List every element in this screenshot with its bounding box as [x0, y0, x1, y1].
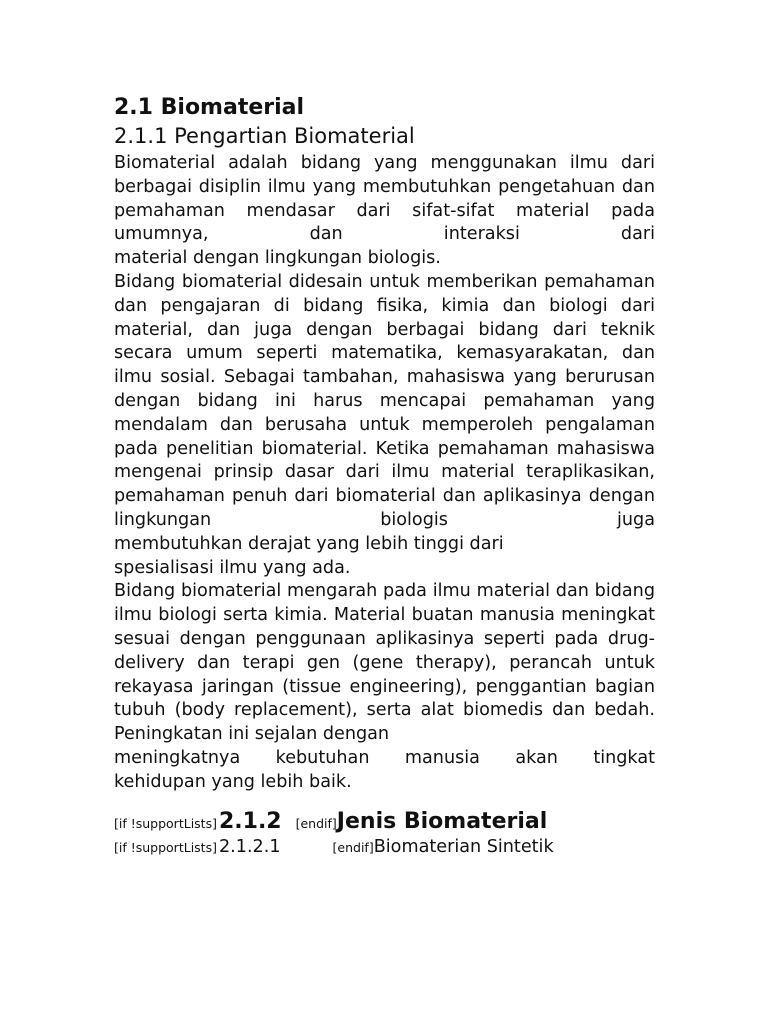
- paragraph-2-body: Bidang biomaterial didesain untuk memberikan pemahaman dan pengajaran di bidang fisika, kimia dan biologi dari material, dan juga dengan berbagai bidang dari teknik secara umum seperti matematika, kemasyarakatan, dan ilmu sosial. Sebagai tambahan, mahasiswa yang berurusan dengan bidang ini harus mencapai pemahaman yang mendalam dan berusaha untuk memperoleh pengalaman pada penelitian biomaterial. Ketika pemahaman mahasiswa mengenai prinsip dasar dari ilmu material teraplikasikan, pemahaman penuh dari biomaterial dan aplikasinya dengan lingkungan biologis juga: [114, 271, 655, 530]
- list-number: 2.1.2: [218, 808, 282, 834]
- subsection-title: 2.1.1 Pengartian Biomaterial: [114, 124, 415, 148]
- list-item-2-1-2: [114, 809, 655, 837]
- paragraph-1: [114, 152, 655, 271]
- paragraph-3: [114, 580, 655, 794]
- list-heading-title: Jenis Biomaterial: [336, 808, 548, 834]
- paragraph-2-line-a: membutuhkan derajat yang lebih tinggi dari: [114, 533, 504, 554]
- list-number: 2.1.2.1: [218, 836, 281, 857]
- paragraph-3-line-c: kehidupan yang lebih baik.: [114, 771, 352, 792]
- conditional-close-marker: [endif]: [332, 839, 374, 855]
- heading-list: [114, 809, 655, 863]
- conditional-open-marker: [if !supportLists]: [114, 815, 217, 831]
- list-item-2-1-2-1: [114, 837, 655, 863]
- paragraph-1-body: Biomaterial adalah bidang yang menggunakan ilmu dari berbagai disiplin ilmu yang membutuhkan pengetahuan dan pemahaman mendasar dari sifat-sifat material pada umumnya, dan interaksi dari: [114, 153, 655, 245]
- paragraph-1-last-line: material dengan lingkungan biologis.: [114, 248, 441, 269]
- paragraph-3-body: Bidang biomaterial mengarah pada ilmu material dan bidang ilmu biologi serta kimia. Material buatan manusia meningkat sesuai dengan penggunaan aplikasinya seperti pada drug-delivery dan terapi gen (gene therapy), perancah untuk rekayasa jaringan (tissue engineering), penggantian bagian tubuh (body replacement), serta alat biomedis dan bedah.: [114, 581, 655, 721]
- paragraph-3-line-a: Peningkatan ini sejalan dengan: [114, 724, 390, 745]
- list-heading-title: Biomaterian Sintetik: [373, 836, 554, 857]
- conditional-open-marker: [if !supportLists]: [114, 839, 217, 855]
- paragraph-3-line-b: meningkatnya kebutuhan manusia akan tingkat: [114, 747, 655, 768]
- section-title: 2.1 Biomaterial: [114, 95, 305, 120]
- paragraph-2: [114, 271, 655, 580]
- paragraph-2-line-b: spesialisasi ilmu yang ada.: [114, 557, 351, 578]
- conditional-close-marker: [endif]: [295, 815, 337, 831]
- document-page: [114, 94, 655, 863]
